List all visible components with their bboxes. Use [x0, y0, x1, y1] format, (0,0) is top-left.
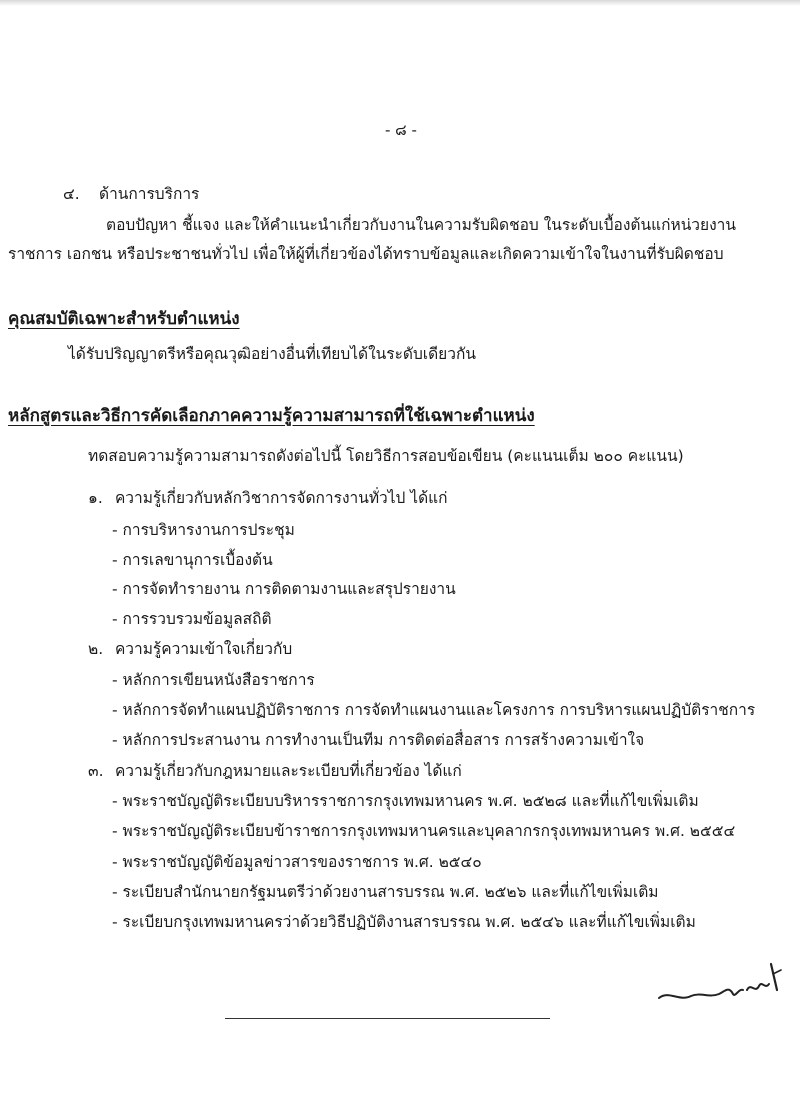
page-number: - ๘ - — [385, 121, 417, 139]
item-number: ๓. — [88, 762, 104, 780]
list-item: - การจัดทำรายงาน การติดตามงานและสรุปรายงาน — [112, 580, 456, 598]
section-4-title: ด้านการบริการ — [99, 185, 200, 203]
list-item: - การรวบรวมข้อมูลสถิติ — [112, 610, 272, 628]
item-title: ความรู้เกี่ยวกับกฎหมายและระเบียบที่เกี่ยวข้อง ได้แก่ — [114, 762, 462, 780]
section-4-number: ๔. — [63, 185, 80, 203]
list-item: - การเลขานุการเบื้องต้น — [112, 551, 273, 569]
item-title: ความรู้เกี่ยวกับหลักวิชาการจัดการงานทั่วไป ได้แก่ — [114, 489, 448, 507]
curriculum-heading: หลักสูตรและวิธีการคัดเลือกภาคความรู้ความสามารถที่ใช้เฉพาะตำแหน่ง — [8, 406, 535, 426]
list-item: - ระเบียบกรุงเทพมหานครว่าด้วยวิธีปฏิบัติงานสารบรรณ พ.ศ. ๒๕๔๖ และที่แก้ไขเพิ่มเติม — [112, 913, 696, 931]
curriculum-item-3 — [88, 762, 462, 781]
curriculum-intro: ทดสอบความรู้ความสามารถดังต่อไปนี้ โดยวิธีการสอบข้อเขียน (คะแนนเต็ม ๒๐๐ คะแนน) — [88, 447, 684, 465]
section-4-body-line-2: ราชการ เอกชน หรือประชาชนทั่วไป เพื่อให้ผู้ที่เกี่ยวข้องได้ทราบข้อมูลและเกิดความเข้าใจในงานที่รับผิดชอบ — [8, 245, 724, 263]
list-item: - หลักการเขียนหนังสือราชการ — [112, 671, 315, 689]
list-item: - ระเบียบสำนักนายกรัฐมนตรีว่าด้วยงานสารบรรณ พ.ศ. ๒๕๒๖ และที่แก้ไขเพิ่มเติม — [112, 883, 659, 901]
qualifications-heading: คุณสมบัติเฉพาะสำหรับตำแหน่ง — [8, 309, 240, 329]
list-item: - พระราชบัญญัติระเบียบบริหารราชการกรุงเทพมหานคร พ.ศ. ๒๕๒๘ และที่แก้ไขเพิ่มเติม — [112, 792, 699, 810]
scan-edge-shadow — [0, 0, 800, 6]
list-item: - พระราชบัญญัติระเบียบข้าราชการกรุงเทพมหานครและบุคลากรกรุงเทพมหานคร พ.ศ. ๒๕๕๔ — [112, 822, 736, 840]
curriculum-item-1 — [88, 489, 448, 508]
item-number: ๑. — [88, 489, 103, 507]
footer-divider — [225, 1018, 550, 1019]
list-item: - พระราชบัญญัติข้อมูลข่าวสารของราชการ พ.ศ. ๒๕๔๐ — [112, 853, 482, 871]
section-4-heading — [63, 185, 199, 204]
section-4-body-line-1: ตอบปัญหา ชี้แจง และให้คำแนะนำเกี่ยวกับงานในความรับผิดชอบ ในระดับเบื้องต้นแก่หน่วยงาน — [106, 216, 736, 234]
list-item: - การบริหารงานการประชุม — [112, 521, 295, 539]
curriculum-item-2 — [88, 640, 292, 659]
qualifications-body: ได้รับปริญญาตรีหรือคุณวุฒิอย่างอื่นที่เทียบได้ในระดับเดียวกัน — [68, 345, 476, 363]
item-number: ๒. — [88, 640, 104, 658]
list-item: - หลักการประสานงาน การทำงานเป็นทีม การติดต่อสื่อสาร การสร้างความเข้าใจ — [112, 731, 645, 749]
item-title: ความรู้ความเข้าใจเกี่ยวกับ — [114, 640, 293, 658]
list-item: - หลักการจัดทำแผนปฏิบัติราชการ การจัดทำแผนงานและโครงการ การบริหารแผนปฏิบัติราชการ — [112, 701, 756, 719]
handwritten-signature — [655, 960, 785, 1010]
